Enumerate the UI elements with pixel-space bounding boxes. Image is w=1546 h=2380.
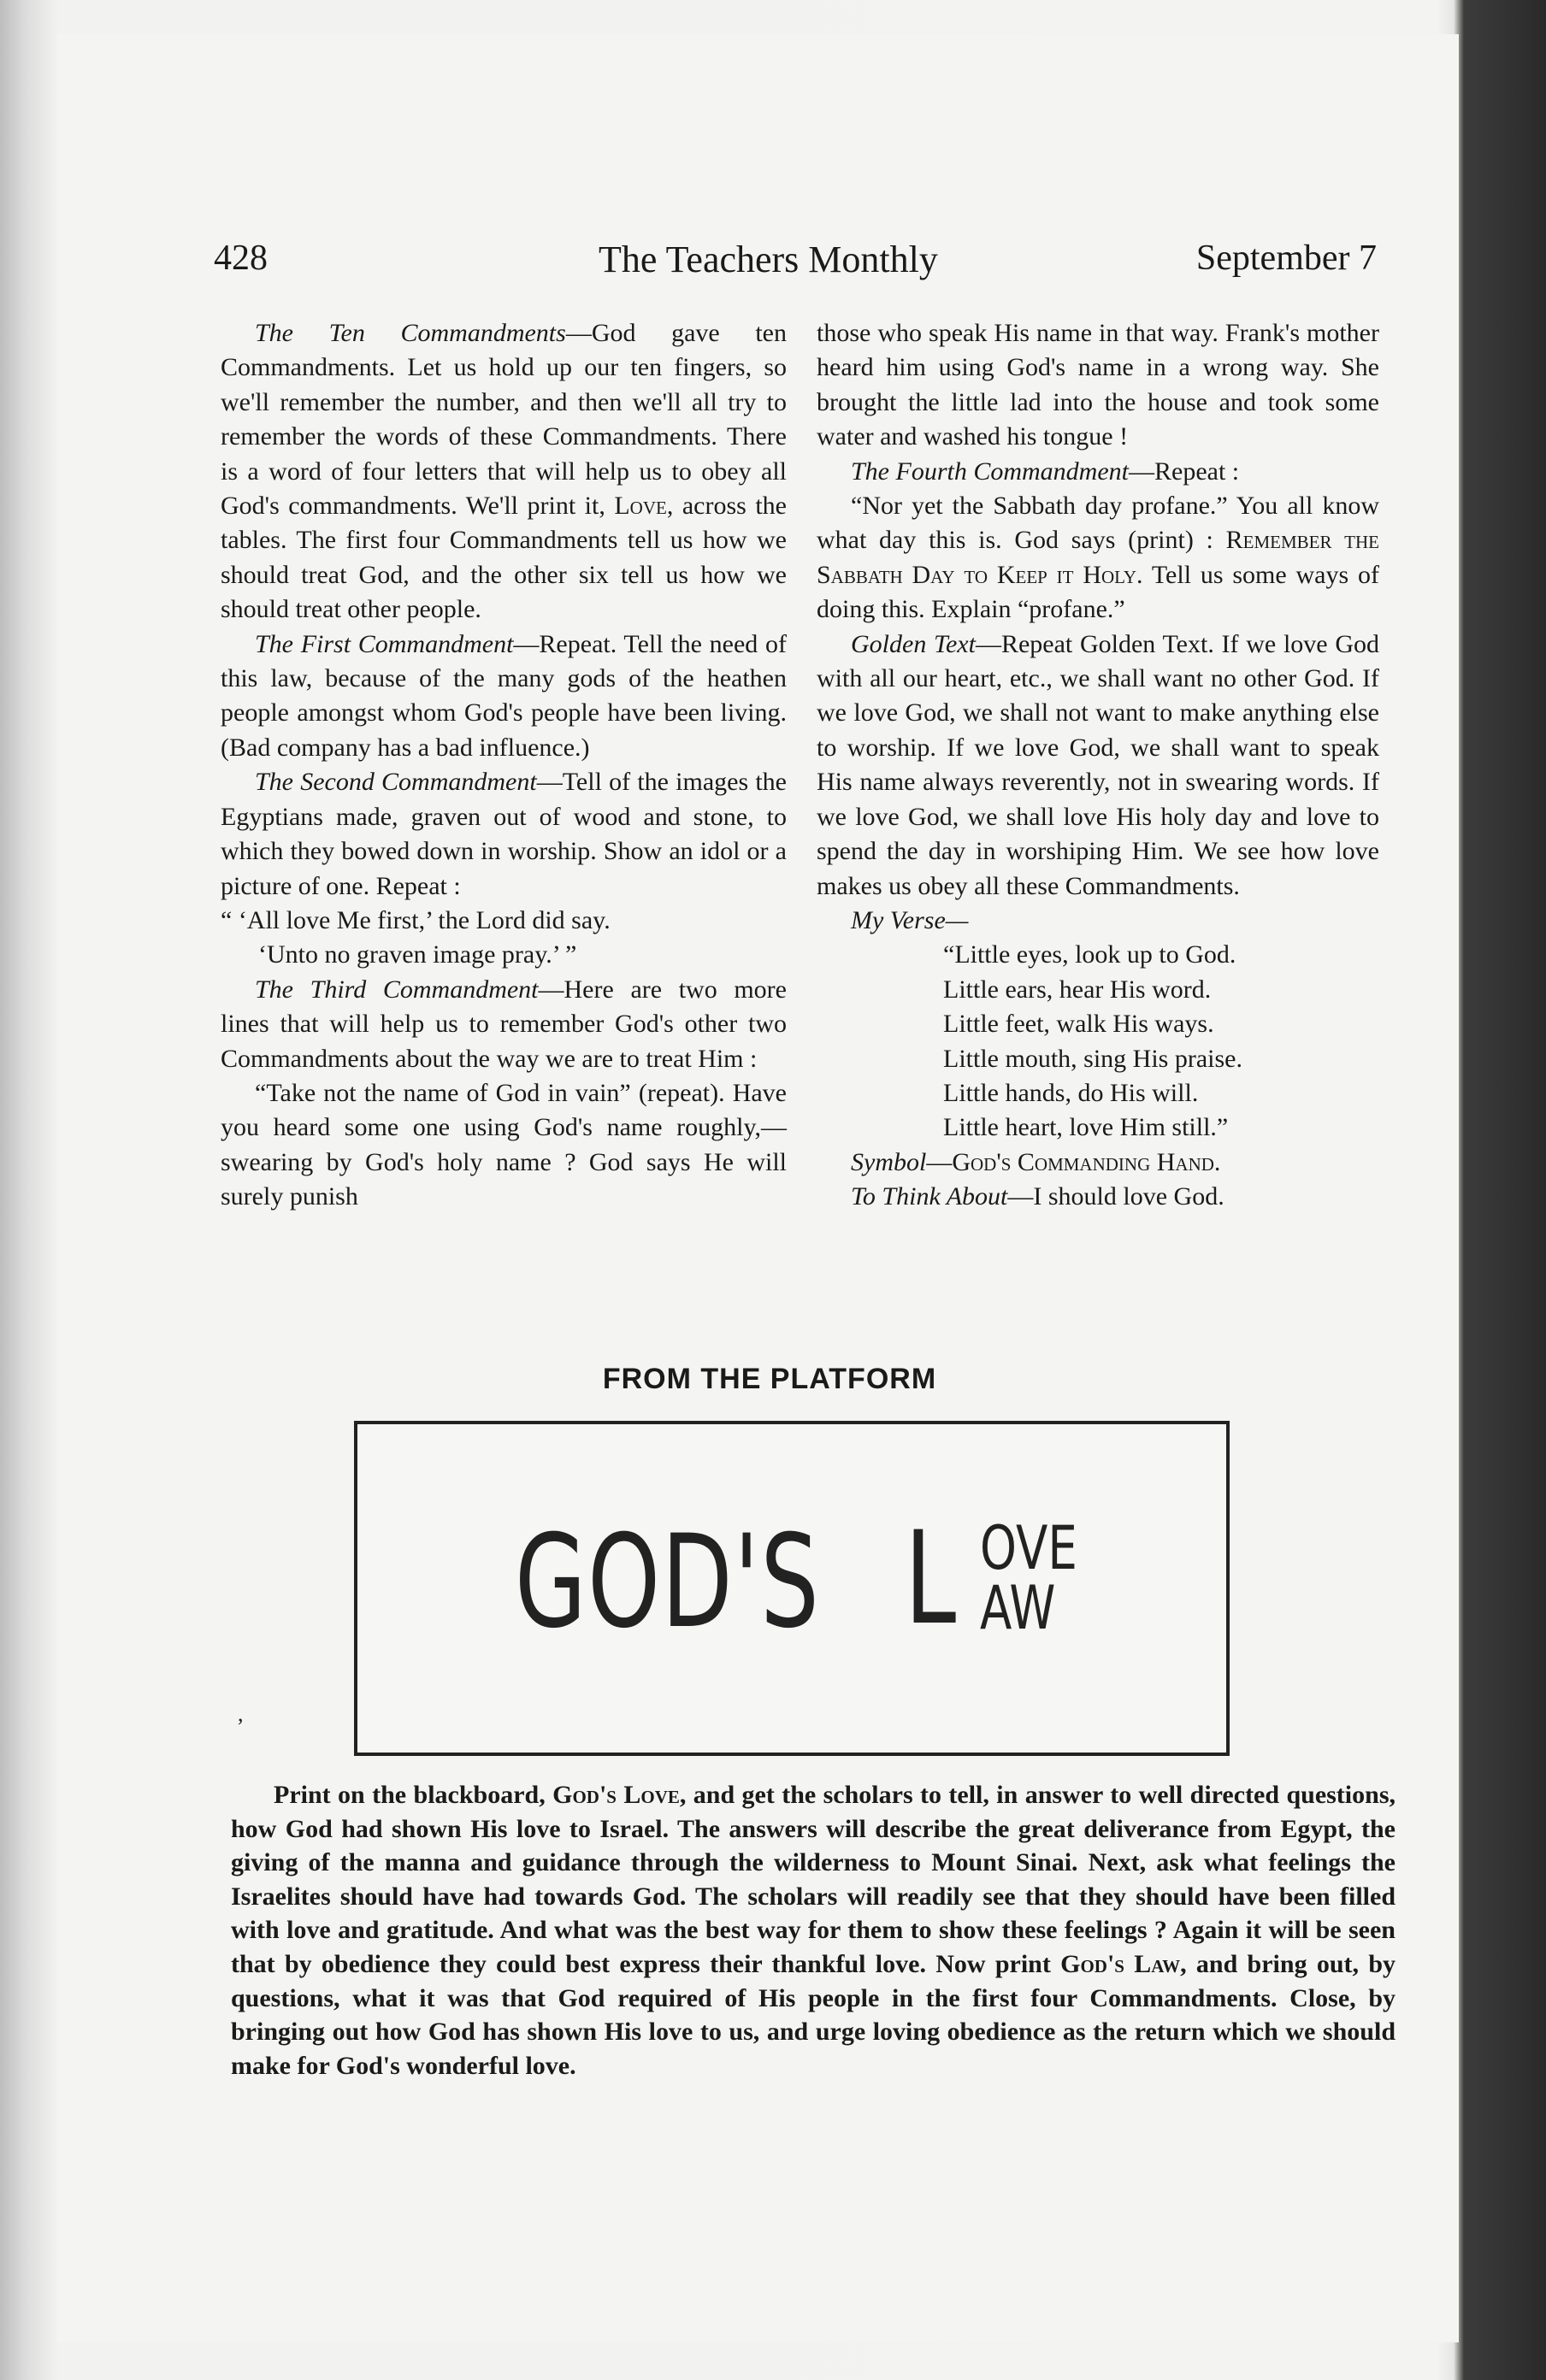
- paragraph-text: , across the tables. The first four Commandments tell us how we should treat God, and the other six tell us how we should treat other people.: [221, 492, 787, 624]
- verse-line: Little heart, love Him still.”: [943, 1113, 1229, 1142]
- section-label: The First Commandment: [255, 629, 514, 658]
- board-aw: AW: [980, 1573, 1056, 1643]
- platform-instructions: [231, 1778, 1396, 2082]
- paragraph-golden-text: [817, 627, 1379, 904]
- board-word-gods: GOD'S: [515, 1508, 821, 1657]
- page-number: 428: [214, 239, 268, 278]
- publication-title: The Teachers Monthly: [599, 239, 938, 280]
- paragraph-text: “Nor yet the Sabbath day profane.” You all know what day this is. God says (print) :: [817, 492, 1379, 555]
- section-label: To Think About: [851, 1182, 1008, 1211]
- paragraph-continuation: those who speak His name in that way. Frank's mother heard him using God's name in a wrong way. She brought the little lad into the house and took some water and washed his tongue !: [817, 319, 1379, 451]
- right-column: [817, 316, 1379, 1215]
- paragraph-first-commandment: [221, 627, 787, 766]
- verse-line: “Little eyes, look up to God.: [943, 940, 1236, 969]
- verse-line: Little hands, do His will.: [943, 1078, 1199, 1107]
- verse-line: Little feet, walk His ways.: [943, 1010, 1214, 1039]
- quote-line: ‘Unto no graven image pray.’ ”: [258, 940, 577, 969]
- paragraph-text: —Repeat. Tell the need of this law, because of the many gods of the heathen people amongst whom God's people have been living. (Bad company has a bad influence.): [221, 629, 787, 762]
- paragraph-text: —Tell of the images the Egyptians made, graven out of wood and stone, to which they bowed down in worship. Show an idol or a picture of one. Repeat :: [221, 768, 787, 900]
- section-label: Symbol: [851, 1147, 927, 1176]
- small-caps-word: Love: [614, 492, 667, 521]
- verse-line: Little ears, hear His word.: [943, 975, 1212, 1004]
- paragraph-second-commandment: [221, 765, 787, 904]
- paragraph-text: . Tell us some ways of doing this. Explain “profane.”: [817, 560, 1379, 624]
- small-caps-phrase: God's Law: [1060, 1949, 1181, 1978]
- verse-label: My Verse—: [851, 905, 969, 934]
- blackboard-diagram: [354, 1421, 1230, 1756]
- paragraph-take-not: “Take not the name of God in vain” (repeat). Have you heard some one using God's name roughly,—swearing by God's holy name ? God says He will surely punish: [221, 1078, 787, 1211]
- paragraph-text: —God's Commanding Hand.: [926, 1147, 1221, 1176]
- page-header: [214, 238, 1377, 289]
- issue-date: September 7: [1195, 239, 1377, 278]
- paragraph-fourth-commandment: [817, 455, 1379, 489]
- board-stacked-letters: [980, 1513, 1105, 1643]
- paragraph-text: —God gave ten Commandments. Let us hold up our ten fingers, so we'll remember the number, and then we'll all try to remember the words of these Commandments. There is a word of four letters that will help us to obey all God's commandments. We'll print it,: [221, 319, 787, 521]
- margin-mark: ,: [238, 1701, 244, 1726]
- small-caps-phrase: Remember the Sabbath Day to Keep it Holy: [817, 526, 1380, 589]
- small-caps-phrase: God's Love: [552, 1781, 680, 1809]
- section-label: The Ten Commandments: [255, 319, 566, 347]
- section-label: The Fourth Commandment: [851, 457, 1129, 486]
- paragraph-think-about: [817, 1180, 1379, 1214]
- paragraph-text: , and bring out, by questions, what it was that God required of His people in the first four Commandments. Close, by bringing out how God has shown His love to us, and urge loving obedience as the return which we should make for God's wonderful love.: [231, 1949, 1396, 2080]
- left-column: [221, 316, 787, 1215]
- section-heading-platform: FROM THE PLATFORM: [602, 1363, 937, 1395]
- paragraph-text: —Here are two more lines that will help us to remember God's other two Commandments about the way we are to treat Him :: [221, 975, 787, 1073]
- paragraph-sabbath: [817, 489, 1379, 627]
- paragraph-third-commandment: [221, 973, 787, 1076]
- paragraph-text: Print on the blackboard,: [274, 1781, 553, 1809]
- section-label: Golden Text: [851, 629, 976, 658]
- verse-block: [817, 938, 1379, 1145]
- board-letter-l: L: [905, 1505, 957, 1653]
- paragraph-text: —I should love God.: [1007, 1182, 1224, 1211]
- instructions-paragraph: [231, 1778, 1396, 2082]
- section-label: The Second Commandment: [255, 768, 537, 797]
- verse-line: Little mouth, sing His praise.: [943, 1044, 1242, 1073]
- paragraph-symbol: [817, 1146, 1379, 1180]
- paragraph-text: , and get the scholars to tell, in answer to well directed questions, how God had shown His love to Israel. The answers will describe the great deliverance from Egypt, the giving of the manna and guidance through the wilderness to Mount Sinai. Next, ask what feelings the Israelites should have had towards God. The scholars will readily see that they should have been filled with love and gratitude. And what was the best way for them to show these feelings ? Again it will be seen that by obedience they could best express their thankful love. Now print: [231, 1781, 1396, 1978]
- section-label: The Third Commandment: [255, 975, 539, 1004]
- board-ove: OVE: [980, 1513, 1077, 1583]
- paragraph-ten-commandments: [221, 316, 787, 627]
- paragraph-text: —Repeat Golden Text. If we love God with all our heart, etc., we shall want no other God. If we love God, we shall not want to make anything else to worship. If we love God, we shall want to speak His name always reverently, not in swearing words. If we love God, we shall love His holy day and love to spend the day in worshiping Him. We see how love makes us obey all these Commandments.: [817, 629, 1379, 900]
- quote-line: “ ‘All love Me first,’ the Lord did say.: [221, 905, 611, 934]
- paragraph-text: —Repeat :: [1129, 457, 1240, 486]
